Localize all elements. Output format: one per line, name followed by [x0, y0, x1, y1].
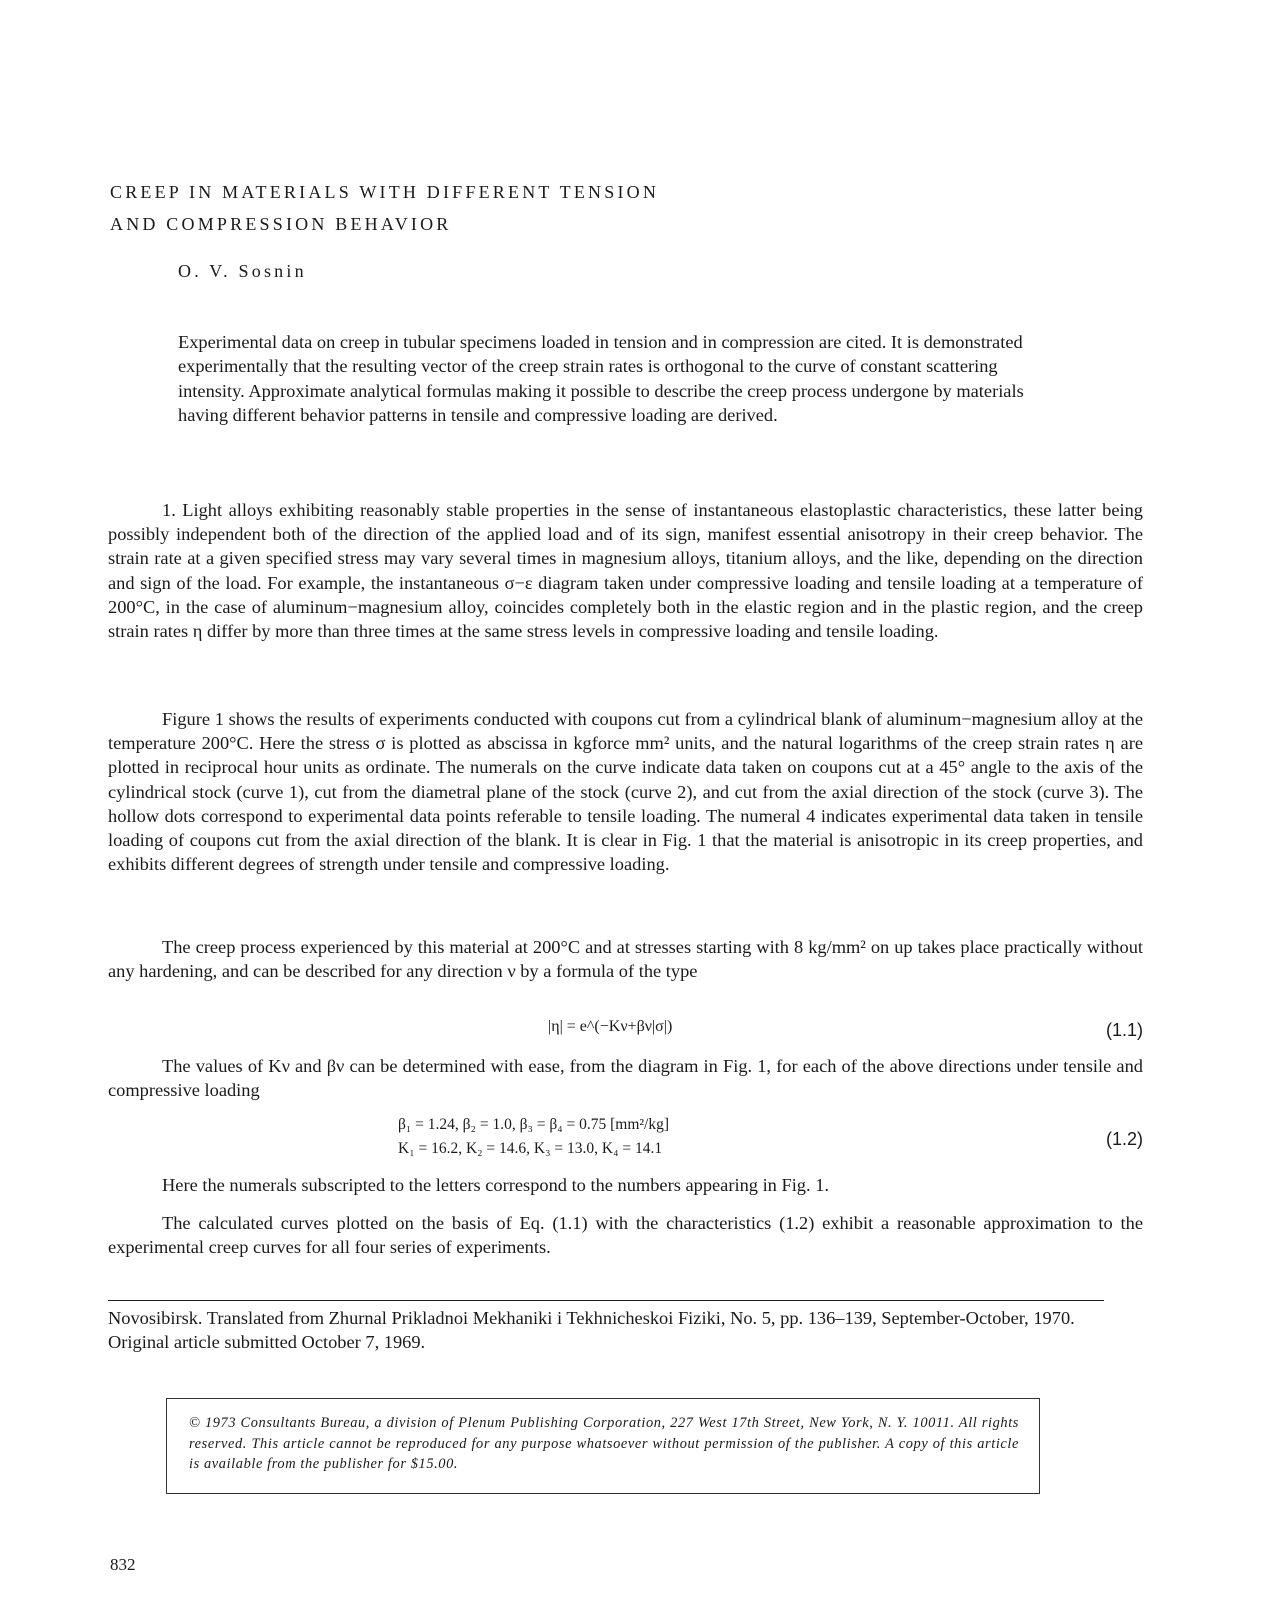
- paragraph-6-text: The calculated curves plotted on the basis of Eq. (1.1) with the characteristics (1.2) exhibit a reasonable approximation to the experimental creep curves for all four series of experiments.: [108, 1213, 1143, 1258]
- equation-1-2-line-1: β₁ = 1.24, β₂ = 1.0, β₃ = β₄ = 0.75 [mm²/kg]: [398, 1116, 670, 1133]
- paragraph-3-text: The creep process experienced by this material at 200°C and at stresses starting with 8 kg/mm² on up takes place practically without any hardening, and can be described for any direction ν by a formula of the type: [108, 937, 1143, 982]
- footnote: [108, 1306, 1098, 1354]
- paragraph-1-text: 1. Light alloys exhibiting reasonably stable properties in the sense of instantaneous elastoplastic characteristics, these latter being possibly independent both of the direction of the applied load and of its sign, manifest essential anisotropy in their creep behavior. The strain rate at a given specified stress may vary several times in magnesium alloys, titanium alloys, and the like, depending on the direction and sign of the load. For example, the instantaneous σ−ε diagram taken under compressive loading and tensile loading at a temperature of 200°C, in the case of aluminum−magnesium alloy, coincides completely both in the elastic region and in the plastic region, and the creep strain rates η differ by more than three times at the same stress levels in compressive loading and tensile loading.: [108, 500, 1143, 642]
- paragraph-1: [108, 498, 1143, 643]
- footnote-text: Novosibirsk. Translated from Zhurnal Prikladnoi Mekhaniki i Tekhnicheskoi Fiziki, No. 5, pp. 136–139, September-October, 1970. Original article submitted October 7, 1969.: [108, 1308, 1075, 1352]
- article-title: [110, 176, 870, 240]
- page-number: 832: [110, 1555, 136, 1574]
- paragraph-2-text: Figure 1 shows the results of experiments conducted with coupons cut from a cylindrical blank of aluminum−magnesium alloy at the temperature 200°C. Here the stress σ is plotted as abscissa in kgforce mm² units, and the natural logarithms of the creep strain rates η are plotted in reciprocal hour units as ordinate. The numerals on the curve indicate data taken on coupons cut at a 45° angle to the axis of the cylindrical stock (curve 1), cut from the diametral plane of the stock (curve 2), and cut from the axial direction of the stock (curve 3). The hollow dots correspond to experimental data points referable to tensile loading. The numeral 4 indicates experimental data taken in tensile loading of coupons cut from the axial direction of the blank. It is clear in Fig. 1 that the material is anisotropic in its creep properties, and exhibits different degrees of strength under tensile and compressive loading.: [108, 709, 1143, 875]
- equation-1-1: [0, 1011, 1143, 1041]
- paragraph-5-text: Here the numerals subscripted to the letters correspond to the numbers appearing in Fig. 1.: [162, 1175, 829, 1195]
- equation-1-2-number: (1.2): [1105, 1129, 1143, 1149]
- title-line-2: AND COMPRESSION BEHAVIOR: [110, 214, 452, 234]
- equation-1-2: [0, 1113, 1143, 1161]
- title-line-1: CREEP IN MATERIALS WITH DIFFERENT TENSION: [110, 182, 660, 202]
- equation-1-2-line-2: K₁ = 16.2, K₂ = 14.6, K₃ = 13.0, K₄ = 14.1: [398, 1140, 663, 1157]
- paragraph-5: [108, 1173, 1143, 1197]
- equation-1-1-expression: |η| = e^(−Kν+βν|σ|): [548, 1018, 673, 1035]
- footnote-divider: [108, 1300, 1104, 1301]
- paragraph-2: [108, 707, 1143, 876]
- equation-1-1-number: (1.1): [1105, 1020, 1143, 1040]
- paragraph-6: [108, 1211, 1143, 1259]
- copyright-box: [166, 1398, 1040, 1494]
- paragraph-3: [108, 935, 1143, 983]
- author-name: O. V. Sosnin: [178, 261, 307, 281]
- paragraph-4-text: The values of Kν and βν can be determined with ease, from the diagram in Fig. 1, for each of the above directions under tensile and compressive loading: [108, 1056, 1143, 1101]
- copyright-text: © 1973 Consultants Bureau, a division of Plenum Publishing Corporation, 227 West 17th Street, New York, N. Y. 10011. All rights reserved. This article cannot be reproduced for any purpose whatsoever without permission of the publisher. A copy of this article is available from the publisher for $15.00.: [189, 1415, 1019, 1472]
- paragraph-4: [108, 1054, 1143, 1102]
- abstract: Experimental data on creep in tubular specimens loaded in tension and in compression are cited. It is demonstrated experimentally that the resulting vector of the creep strain rates is orthogonal to the curve of constant scattering intensity. Approximate analytical formulas making it possible to describe the creep process undergone by materials having different behavior patterns in tensile and compressive loading are derived.: [178, 332, 1024, 426]
